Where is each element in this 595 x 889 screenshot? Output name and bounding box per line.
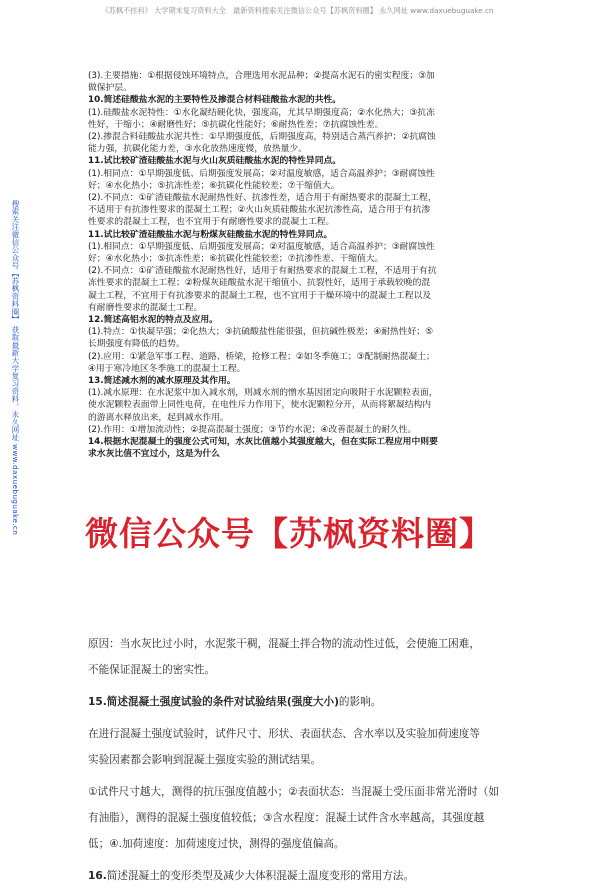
text-line: (1).相同点：①早期强度低、后期强度发展高；②对温度敏感，适合高温养护；③耐腐蚀性 [88, 241, 435, 252]
text-line: 做保护层。 [88, 83, 132, 94]
text-line: 使水泥颗粒表面带上同性电荷，在电性斥力作用下，使水泥颗粒分开，从而将絮凝结构内 [88, 400, 432, 411]
text-line: 不适用于有抗渗性要求的混凝土工程；②火山灰质硅酸盐水泥抗渗性高，适合用于有抗渗 [88, 205, 431, 216]
watermark-stamp: 微信公众号【苏枫资料圈】 [85, 514, 493, 553]
text-line: 有油脂），测得的混凝土强度值较低；③含水程度：混凝土试件含水率越高，其强度越 [88, 812, 485, 824]
question-heading-bold: 15.简述混凝土强度试验的条件对试验结果(强度大小) [88, 696, 339, 708]
text-line: 性好，干缩小；④耐磨性好；⑤抗碳化性能好；⑥耐热性差；⑦抗腐蚀性差。 [88, 119, 384, 130]
question-heading [88, 863, 520, 889]
text-line: 有耐磨性要求的混凝土工程。 [88, 302, 203, 313]
text-line: (1).减水原理：在水泥浆中加入减水剂，则减水剂的憎水基因团定向吸附于水泥颗粒表面， [88, 388, 438, 399]
text-line: ①试件尺寸越大，测得的抗压强度值越小；②表面状态：当混凝土受压面非常光滑时（如 [88, 786, 499, 798]
text-line: 凝土工程，不宜用于有抗渗要求的混凝土工程，也不宜用于干燥环境中的混凝土工程以及 [88, 290, 432, 301]
text-line: (2).掺混合料硅酸盐水泥共性：①早期强度低，后期强度高，特别适合蒸汽养护；②抗腐蚀 [88, 132, 436, 143]
text-line: (2).应用：①紧急军事工程、道路、桥梁，抢修工程；②如冬季施工；③配制耐热混凝土； [88, 351, 435, 362]
text-line: 好；④水化热小；⑤抗冻性差；⑥抗碳化性能较差；⑦干缩值大。 [88, 180, 340, 191]
text-line: 性要求的混凝土工程，也不宜用于有耐磨性要求的混凝土工程。 [88, 217, 335, 228]
text-line: ④用于寒冷地区冬季施工的混凝土工程。 [88, 363, 246, 374]
text-line: 长期强度有降低的趋势。 [88, 339, 185, 350]
text-line: 在进行混凝土强度试验时，试件尺寸、形状、表面状态、含水率以及实验加荷速度等 [88, 728, 480, 740]
question-heading: 14.根据水泥混凝土的强度公式可知，水灰比值越小其强度越大，但在实际工程应用中则要 [88, 437, 438, 448]
question-heading [88, 689, 520, 715]
document-body [88, 70, 520, 710]
question-heading: 10.简述硅酸盐水泥的主要特性及掺混合材料硅酸盐水泥的共性。 [88, 95, 342, 106]
question-heading: 13.简述减水剂的减水原理及其作用。 [88, 376, 236, 387]
question-heading: 11.试比较矿渣硅酸盐水泥与粉煤灰硅酸盐水泥的特性异同点。 [88, 229, 333, 240]
question-heading: 12.简述高铝水泥的特点及应用。 [88, 315, 218, 326]
question-heading: 求水灰比值不宜过小，这是为什么 [88, 449, 220, 460]
text-line: (2).作用：①增加流动性；②提高混凝土强度；③节约水泥；④改善混凝土的耐久性。 [88, 424, 417, 435]
text-line: (2).不同点：①矿渣硅酸盐水泥耐热性好，适用于有耐热要求的混凝土工程，不适用于有抗 [88, 266, 437, 277]
text-line: (1).硅酸盐水泥特性：①水化凝结硬化快，强度高，尤其早期强度高；②水化热大；③抗冻 [88, 107, 435, 118]
text-line: (1).特点：①快凝早强；②化热大；③抗硫酸盐性能很强，但抗碱性极差；④耐热性好；⑤ [88, 327, 433, 338]
text-line: (3).主要措施：①根据侵蚀环境特点，合理选用水泥品种；②提高水泥石的密实程度；③加 [88, 71, 435, 81]
question-heading-rest: 简述混凝土的变形类型及减少大体积混凝土温度变形的常用方法。 [106, 870, 414, 882]
side-watermark: 搜索关注微信公众号【苏枫资料圈】 获取最新大学复习资料，永久网址 www.daxuebuguake.cn [11, 200, 20, 536]
text-line: 实验因素都会影响到混凝土强度实验的测试结果。 [88, 754, 322, 766]
question-heading-rest: 的影响。 [338, 696, 382, 708]
text-line: 不能保证混凝土的密实性。 [88, 664, 216, 676]
text-line: 原因：当水灰比过小时，水泥浆干稠，混凝土拌合物的流动性过低，会使施工困难， [88, 638, 480, 650]
question-heading: 11.试比较矿渣硅酸盐水泥与火山灰质硅酸盐水泥的特性异同点。 [88, 156, 342, 167]
question-heading-bold: 16. [88, 870, 107, 882]
text-line: 的游离水释放出来，起到减水作用。 [88, 412, 229, 423]
page-header: 《苏枫不挂科》 大学期末复习资料大全 最新资料搜索关注微信公众号【苏枫资料圈】 永久网址 www.daxuebuguake.cn [101, 6, 494, 15]
text-line: 冻性要求的混凝土工程；②粉煤灰硅酸盐水泥干缩值小、抗裂性好，适用于承载较晚的混 [88, 278, 431, 289]
text-line: 低；④.加荷速度：加荷速度过快，测得的强度值偏高。 [88, 838, 345, 850]
text-line: (1).相同点：①早期强度低、后期强度发展高；②对温度敏感，适合高温养护；③耐腐蚀性 [88, 168, 435, 179]
text-line: 能力强，抗碳化能力差，③水化放热速度慢，放热量少。 [88, 144, 308, 155]
text-line: (2).不同点：①矿渣硅酸盐水泥耐热性好、抗渗性差，适合用于有耐热要求的混凝土工程， [88, 193, 437, 204]
text-line: 好；④水化热小；⑤抗冻性差；⑥抗碳化性能较差；⑦抗渗性差、干缩值大。 [88, 254, 384, 265]
document-lower [88, 631, 520, 889]
